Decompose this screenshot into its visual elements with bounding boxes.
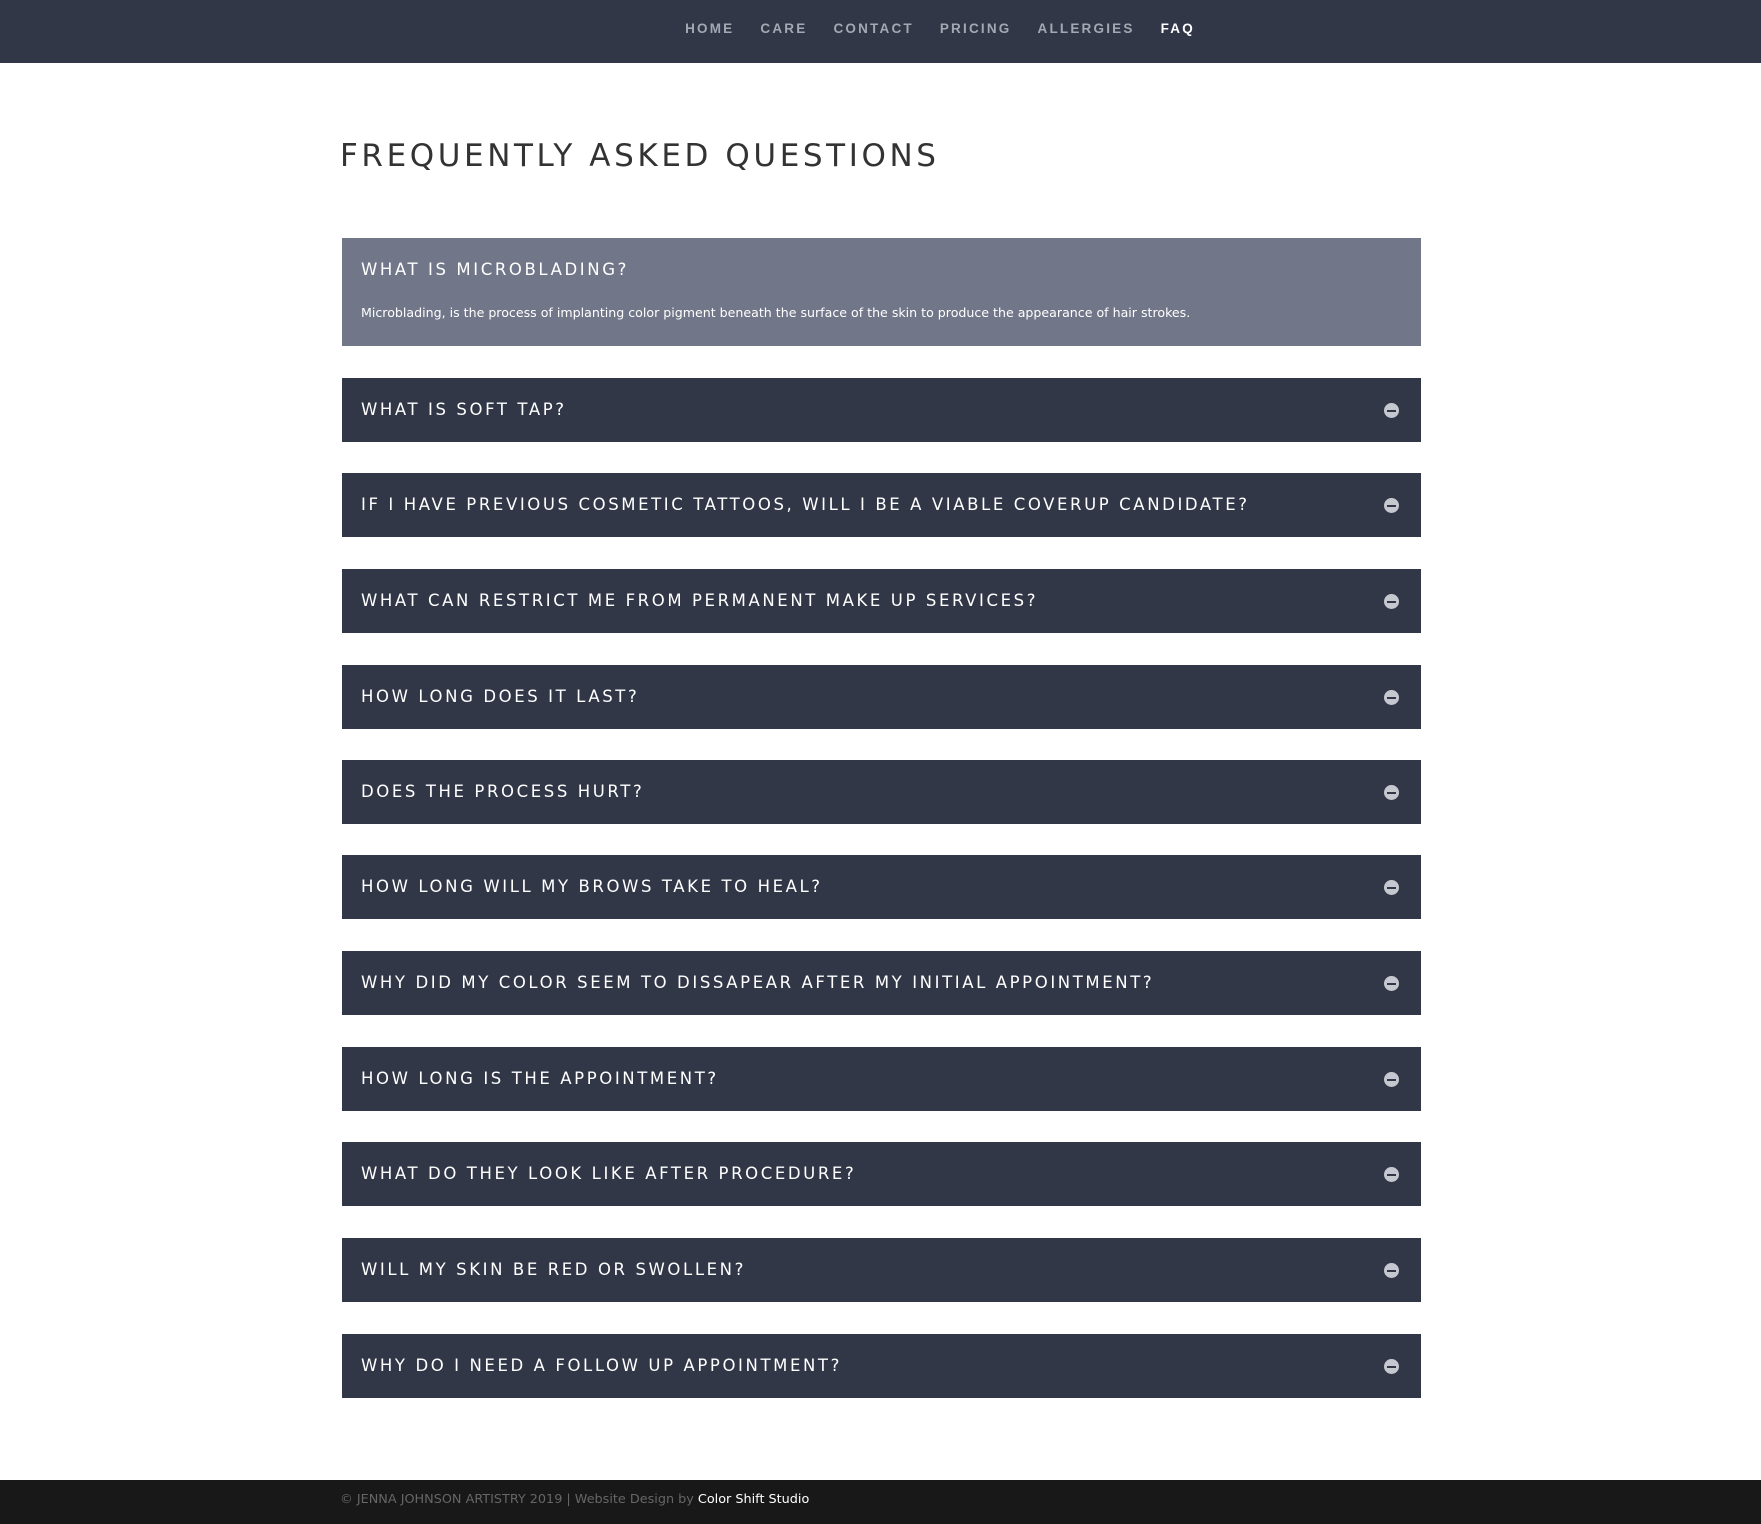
faq-item-red-swollen[interactable]	[342, 1238, 1421, 1302]
faq-question[interactable]: DOES THE PROCESS HURT?	[361, 782, 645, 801]
expand-toggle-icon[interactable]	[1384, 1263, 1399, 1278]
expand-toggle-icon[interactable]	[1384, 785, 1399, 800]
faq-item-heal[interactable]	[342, 855, 1421, 919]
faq-item-hurt[interactable]	[342, 760, 1421, 824]
expand-toggle-icon[interactable]	[1384, 1167, 1399, 1182]
expand-toggle-icon[interactable]	[1384, 403, 1399, 418]
expand-toggle-icon[interactable]	[1384, 498, 1399, 513]
faq-item-appointment-length[interactable]	[342, 1047, 1421, 1111]
faq-question[interactable]: HOW LONG IS THE APPOINTMENT?	[361, 1069, 719, 1088]
nav-menu	[0, 0, 1761, 63]
nav-item-home[interactable]: HOME	[685, 21, 735, 36]
page-title: FREQUENTLY ASKED QUESTIONS	[340, 138, 940, 174]
faq-question[interactable]: WHAT DO THEY LOOK LIKE AFTER PROCEDURE?	[361, 1164, 857, 1183]
expand-toggle-icon[interactable]	[1384, 690, 1399, 705]
expand-toggle-icon[interactable]	[1384, 1359, 1399, 1374]
faq-item-microblading[interactable]	[342, 238, 1421, 346]
footer-designer-link[interactable]: Color Shift Studio	[697, 1492, 810, 1507]
faq-question[interactable]: WHAT CAN RESTRICT ME FROM PERMANENT MAKE UP SERVICES?	[361, 591, 1039, 610]
nav-item-contact[interactable]: CONTACT	[833, 21, 914, 36]
nav-item-care[interactable]: CARE	[760, 21, 808, 36]
faq-question[interactable]: HOW LONG DOES IT LAST?	[361, 687, 640, 706]
nav-item-faq[interactable]: FAQ	[1160, 21, 1195, 36]
footer	[0, 1480, 1761, 1524]
faq-question[interactable]: WHY DO I NEED A FOLLOW UP APPOINTMENT?	[361, 1356, 842, 1375]
faq-item-follow-up[interactable]	[342, 1334, 1421, 1398]
faq-item-soft-tap[interactable]	[342, 378, 1421, 442]
footer-copyright: © JENNA JOHNSON ARTISTRY 2019 | Website Design by	[340, 1492, 698, 1507]
faq-item-restrictions[interactable]	[342, 569, 1421, 633]
faq-item-after-procedure[interactable]	[342, 1142, 1421, 1206]
faq-answer: Microblading, is the process of implanting color pigment beneath the surface of the skin to produce the appearance of hair strokes.	[361, 305, 1191, 320]
expand-toggle-icon[interactable]	[1384, 594, 1399, 609]
nav-item-pricing[interactable]: PRICING	[939, 21, 1012, 36]
faq-question[interactable]: HOW LONG WILL MY BROWS TAKE TO HEAL?	[361, 877, 823, 896]
nav-item-allergies[interactable]: ALLERGIES	[1037, 21, 1135, 36]
faq-question[interactable]: WHAT IS SOFT TAP?	[361, 400, 567, 419]
expand-toggle-icon[interactable]	[1384, 880, 1399, 895]
faq-item-how-long-last[interactable]	[342, 665, 1421, 729]
footer-credits	[340, 1492, 809, 1507]
expand-toggle-icon[interactable]	[1384, 1072, 1399, 1087]
faq-question[interactable]: WILL MY SKIN BE RED OR SWOLLEN?	[361, 1260, 746, 1279]
top-navigation-bar	[0, 0, 1761, 63]
faq-item-coverup[interactable]	[342, 473, 1421, 537]
faq-question[interactable]: IF I HAVE PREVIOUS COSMETIC TATTOOS, WILL I BE A VIABLE COVERUP CANDIDATE?	[361, 495, 1250, 514]
faq-question[interactable]: WHY DID MY COLOR SEEM TO DISSAPEAR AFTER MY INITIAL APPOINTMENT?	[361, 973, 1155, 992]
faq-item-color-disappear[interactable]	[342, 951, 1421, 1015]
expand-toggle-icon[interactable]	[1384, 976, 1399, 991]
faq-question[interactable]: WHAT IS MICROBLADING?	[361, 260, 629, 279]
